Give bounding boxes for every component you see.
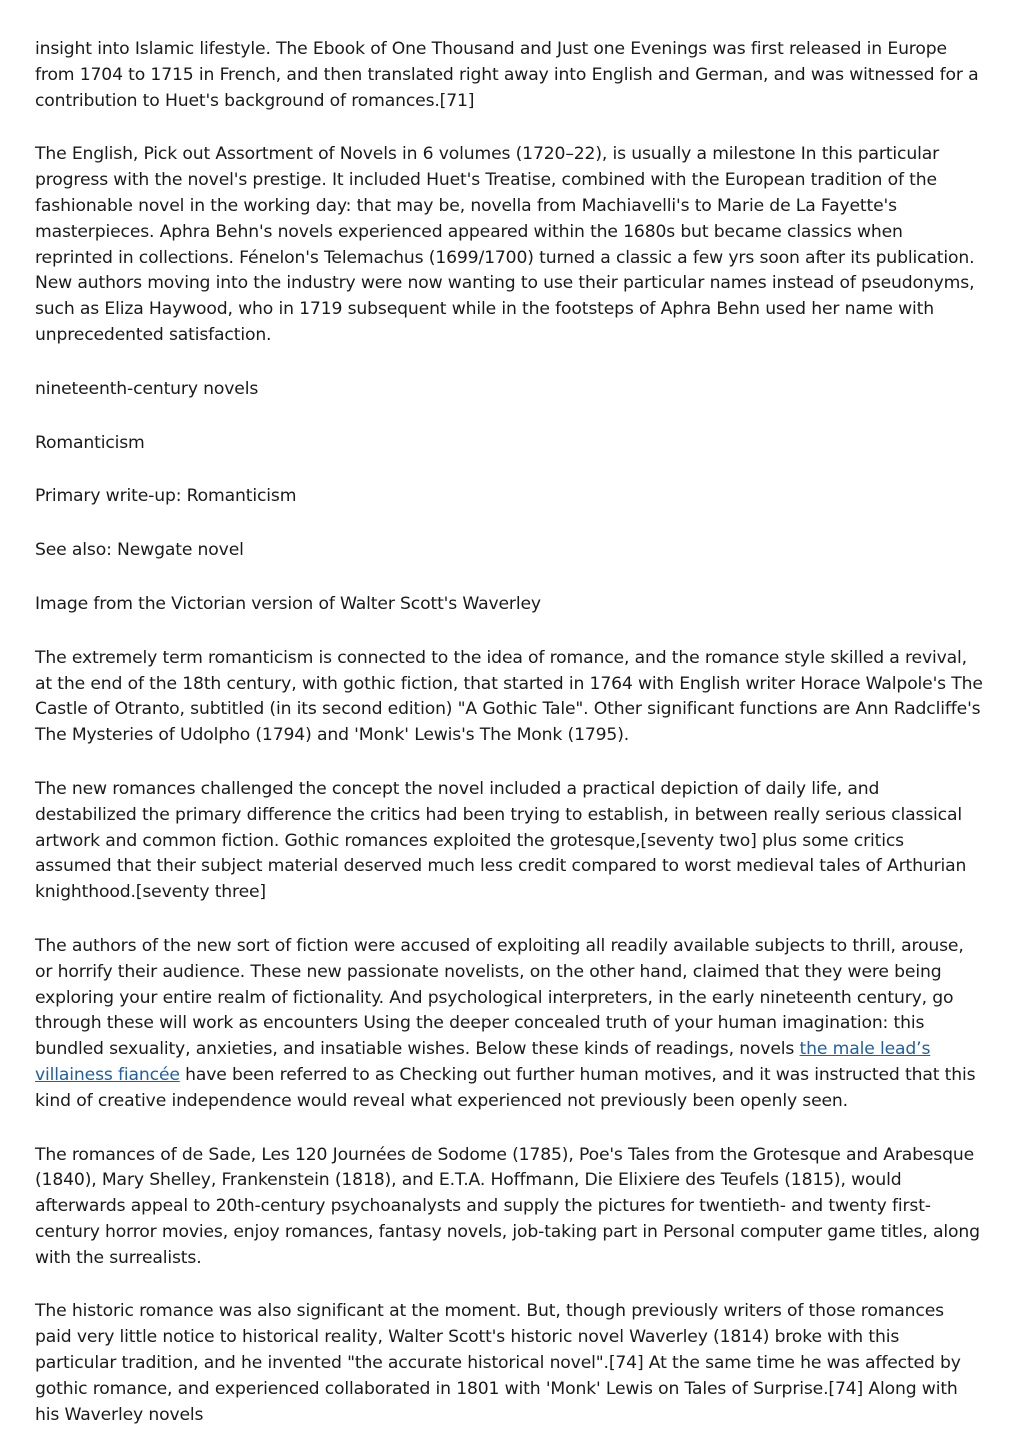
paragraph: insight into Islamic lifestyle. The Ebook of One Thousand and Just one Evenings was first released in Europe from 1704 to 1715 in French, and then translated right away into English and German, and was witnessed for a contribution to Huet's background of romances.[71] <box>35 39 979 111</box>
paragraph: The English, Pick out Assortment of Novels in 6 volumes (1720–22), is usually a milestone In this particular progress with the novel's prestige. It included Huet's Treatise, combined with the European tradition of the fashionable novel in the working day: that may be, novella from Machiavelli's to Marie de La Fayette's masterpieces. Aphra Behn's novels experienced appeared within the 1680s but became classics when reprinted in collections. Fénelon's Telemachus (1699/1700) turned a classic a few yrs soon after its publication. New authors moving into the industry were now wanting to use their particular names instead of pseudonyms, such as Eliza Haywood, who in 1719 subsequent while in the footsteps of Aphra Behn used her name with unprecedented satisfaction. <box>35 144 975 345</box>
paragraph-text: The authors of the new sort of fiction were accused of exploiting all readily available subjects to thrill, arouse, or horrify their audience. These new passionate novelists, on the other hand, claimed that they were being exploring your entire realm of fictionality. And psychological interpreters, in the early nineteenth century, go through these will work as encounters Using the deeper concealed truth of your human imagination: this bundled sexuality, anxieties, and insatiable wishes. Below these kinds of readings, novels <box>35 935 964 1060</box>
section-heading: Romanticism <box>35 432 145 453</box>
see-also-note: See also: Newgate novel <box>35 540 244 561</box>
inline-link[interactable]: the male lead’s villainess fiancée <box>35 1039 931 1085</box>
paragraph: The romances of de Sade, Les 120 Journées de Sodome (1785), Poe's Tales from the Grotesque and Arabesque (1840), Mary Shelley, Frankenstein (1818), and E.T.A. Hoffmann, Die Elixiere des Teufels (1815), would afterwards appeal to 20th-century psychoanalysts and supply the pictures for twentieth- and twenty first-century horror movies, enjoy romances, fantasy novels, job-taking part in Personal computer game titles, along with the surrealists. <box>35 1144 980 1268</box>
image-caption: Image from the Victorian version of Walter Scott's Waverley <box>35 593 541 614</box>
paragraph: The historic romance was also significant at the moment. But, though previously writers of those romances paid very little notice to historical reality, Walter Scott's historic novel Waverley (1814) broke with this particular tradition, and he invented "the accurate historical novel".[74] At the same time he was affected by gothic romance, and experienced collaborated in 1801 with 'Monk' Lewis on Tales of Surprise.[74] Along with his Waverley novels <box>35 1301 961 1425</box>
section-heading: nineteenth-century novels <box>35 378 259 399</box>
paragraph: The extremely term romanticism is connected to the idea of romance, and the romance style skilled a revival, at the end of the 18th century, with gothic fiction, that started in 1764 with English writer Horace Walpole's The Castle of Otranto, subtitled (in its second edition) "A Gothic Tale". Other significant functions are Ann Radcliffe's The Mysteries of Udolpho (1794) and 'Monk' Lewis's The Monk (1795). <box>35 647 983 746</box>
main-article-note: Primary write-up: Romanticism <box>35 486 297 507</box>
paragraph-with-link <box>35 934 984 1115</box>
paragraph: The new romances challenged the concept the novel included a practical depiction of daily life, and destabilized the primary difference the critics had been trying to establish, in between really serious classical artwork and common fiction. Gothic romances exploited the grotesque,[seventy two] plus some critics assumed that their subject material deserved much less credit compared to worst medieval tales of Arthurian knighthood.[seventy three] <box>35 778 967 903</box>
paragraph-text: have been referred to as Checking out further human motives, and it was instructed that this kind of creative independence would reveal what experienced not previously been openly seen. <box>35 1064 976 1111</box>
